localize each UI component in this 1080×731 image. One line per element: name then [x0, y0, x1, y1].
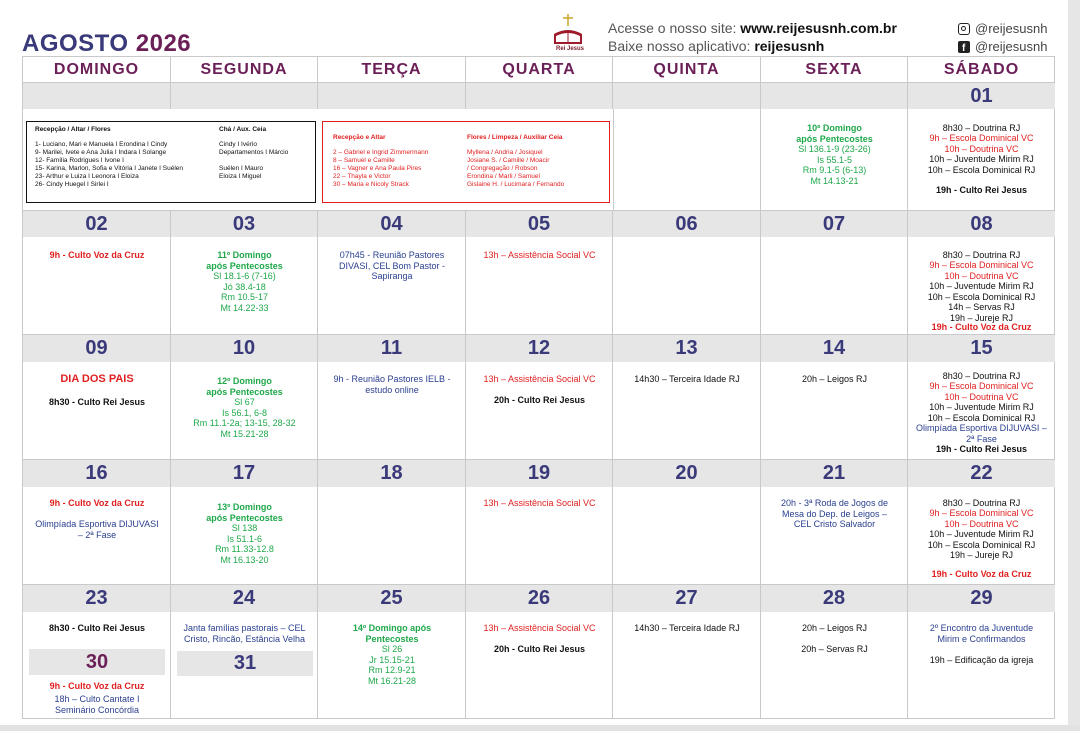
event: 13h – Assistência Social VC: [483, 250, 596, 260]
event: Janta famílias pastorais – CEL Cristo, Rincão, Estância Velha: [183, 623, 306, 644]
event: 20h – Leigos RJ: [801, 623, 868, 633]
event: 20h - 3ª Roda de Jogos de Mesa do Dep. de Leigos – CEL Cristo Salvador: [781, 498, 888, 529]
event: 9h - Culto Voz da Cruz: [49, 498, 145, 508]
instagram-icon: [958, 23, 970, 35]
weekday-quarta: QUARTA: [466, 57, 613, 83]
page-title: [22, 30, 191, 58]
event: 8h30 – Doutrina RJ: [942, 371, 1021, 381]
weekday-quinta: QUINTA: [613, 57, 761, 83]
day-number: 06: [613, 211, 761, 237]
event: 19h - Culto Voz da Cruz: [931, 322, 1032, 332]
box-list: 1- Luciano, Mari e Manuela I Erondina I Cindy 9- Marilei, Ivete e Ana Julia I Indara I Solange 12- Família Rodrigues I Ivone I 15- Karina, Marlon, Sofia e Vitória I Janete I Suélen 23- Arthur e Luiza I Leonora I Eloiza 26- Cindy Huegel I Sirlei I: [35, 141, 184, 188]
volunteer-box-red: [322, 121, 610, 203]
event: Olimpíada Esportiva DIJUVASI – 2ª Fase: [35, 519, 159, 540]
site-info: [608, 19, 897, 55]
day-number: 22: [908, 460, 1055, 487]
day-header-empty: [613, 83, 761, 109]
day-number: 20: [613, 460, 761, 487]
app-label: Baixe nosso aplicativo:: [608, 38, 755, 54]
day-number: 03: [171, 211, 318, 237]
event: 14h30 – Terceira Idade RJ: [634, 374, 740, 384]
day-number: 19: [466, 460, 613, 487]
day-number: 07: [761, 211, 908, 237]
day-number: 08: [908, 211, 1055, 237]
box-heading: Flores / Limpeza / Auxiliar Ceia: [467, 134, 563, 141]
day-number: 21: [761, 460, 908, 487]
day-number: 27: [613, 585, 761, 612]
cell-divider: [613, 109, 761, 211]
day-number: 16: [23, 460, 171, 487]
day-number: 25: [318, 585, 466, 612]
site-label: Acesse o nosso site:: [608, 20, 741, 36]
event: 8h30 – Doutrina RJ: [942, 498, 1021, 508]
event: 9h – Escola Dominical VC 10h – Doutrina VC: [929, 133, 1034, 154]
app-name: reijesusnh: [754, 38, 825, 54]
event: Olimpíada Esportiva DIJUVASI – 2ª Fase: [916, 423, 1047, 444]
event: 19h - Culto Voz da Cruz: [931, 569, 1032, 579]
page-shadow: [1068, 0, 1080, 731]
event: 13h – Assistência Social VC: [483, 623, 596, 633]
weekday-domingo: DOMINGO: [23, 57, 171, 83]
event: 12º Domingo após Pentecostes: [206, 376, 283, 397]
event: 19h – Edificação da igreja: [929, 655, 1034, 665]
event: 9h – Escola Dominical VC 10h – Doutrina VC: [929, 508, 1034, 529]
day-header-empty: [318, 83, 466, 109]
event: Sl 136.1-9 (23-26) Is 55.1-5 Rm 9.1-5 (6-13) Mt 14.13-21: [798, 144, 871, 186]
day-number: 11: [318, 335, 466, 362]
day-number: 04: [318, 211, 466, 237]
day-number: 30: [29, 649, 165, 675]
event: 18h – Culto Cantate I Seminário Concórdia: [54, 694, 140, 715]
day-number: 18: [318, 460, 466, 487]
box-list: Cindy I Ivério Departamentos I Márcio Suélen I Mauro Eloiza I Miguel: [219, 141, 289, 180]
day-number: 26: [466, 585, 613, 612]
weekday-segunda: SEGUNDA: [171, 57, 318, 83]
event: 10º Domingo após Pentecostes: [796, 123, 873, 144]
day-cell: [761, 237, 908, 335]
event: DIA DOS PAIS: [60, 373, 134, 385]
event: 8h30 – Doutrina RJ: [942, 123, 1021, 133]
day-number: 15: [908, 335, 1055, 362]
calendar-grid: [22, 56, 1055, 719]
day-number: 02: [23, 211, 171, 237]
day-number: 13: [613, 335, 761, 362]
event: 20h – Servas RJ: [801, 644, 868, 654]
facebook-handle[interactable]: @reijesusnh: [975, 39, 1048, 54]
event: 19h - Culto Rei Jesus: [935, 185, 1028, 195]
event: 10h – Juventude Mirim RJ 10h – Escola Dominical RJ 19h – Jureje RJ: [927, 529, 1036, 560]
event: 20h - Culto Rei Jesus: [493, 644, 586, 654]
event: 13h – Assistência Social VC: [483, 374, 596, 384]
event: 20h - Culto Rei Jesus: [493, 395, 586, 405]
day-cell: [318, 487, 466, 585]
event: 10h – Juventude Mirim RJ 10h – Escola Dominical RJ: [927, 402, 1036, 423]
facebook-icon: [958, 41, 970, 53]
event: 20h – Leigos RJ: [801, 374, 868, 384]
event: 11º Domingo após Pentecostes: [206, 250, 283, 271]
event: 14h30 – Terceira Idade RJ: [634, 623, 740, 633]
day-header-empty: [171, 83, 318, 109]
event: 13h – Assistência Social VC: [483, 498, 596, 508]
event: 8h30 - Culto Rei Jesus: [48, 397, 146, 407]
day-number: 01: [908, 83, 1055, 109]
event: 9h – Escola Dominical VC 10h – Doutrina VC: [929, 260, 1034, 281]
page-shadow: [0, 725, 1080, 731]
day-number: 12: [466, 335, 613, 362]
day-number: 24: [171, 585, 318, 612]
event: 8h30 - Culto Rei Jesus: [48, 623, 146, 633]
day-number: 10: [171, 335, 318, 362]
weekday-terca: TERÇA: [318, 57, 466, 83]
day-number: 14: [761, 335, 908, 362]
day-cell: [613, 237, 761, 335]
day-header-empty: [761, 83, 908, 109]
day-number: 23: [23, 585, 171, 612]
day-header-empty: [466, 83, 613, 109]
day-number: 28: [761, 585, 908, 612]
instagram-handle[interactable]: @reijesusnh: [975, 21, 1048, 36]
event: Sl 26 Jr 15.15-21 Rm 12.9-21 Mt 16.21-28: [367, 644, 417, 686]
day-number: 31: [177, 651, 313, 676]
event: 9h - Culto Voz da Cruz: [49, 681, 145, 691]
day-header-empty: [23, 83, 171, 109]
box-heading: Recepção / Altar / Flores: [35, 126, 111, 133]
box-list: 2 – Gabriel e Ingrid Zimmermann 8 – Samuel e Camille 16 – Vagner e Ana Paula Pires 22 – Thayla e Victor 30 – Maria e Nicoly Strack: [333, 149, 429, 188]
event: Sl 18.1-6 (7-16) Jó 38.4-18 Rm 10.5-17 Mt 14.22-33: [213, 271, 276, 313]
event: 9h - Reunião Pastores IELB - estudo online: [333, 374, 451, 395]
weekday-sabado: SÁBADO: [908, 57, 1055, 83]
event: Sl 67 Is 56.1, 6-8 Rm 11.1-2a; 13-15, 28-32 Mt 15.21-28: [193, 397, 296, 439]
logo-text: Rei Jesus: [555, 46, 585, 52]
event: Sl 138 Is 51.1-6 Rm 11.33-12.8 Mt 16.13-20: [215, 523, 274, 565]
month-label: AGOSTO: [22, 30, 129, 57]
event: 8h30 – Doutrina RJ: [942, 250, 1021, 260]
box-list: Myllena / Andria / Josiquel Josiane S. / Camille / Moacir / Congregação / Robson Erondina / Marli / Samuel Gislaine H. / Lucimara / Fernando: [467, 149, 565, 188]
year-label: 2026: [135, 30, 192, 57]
event: 10h – Juventude Mirim RJ 10h – Escola Dominical RJ: [927, 154, 1036, 175]
day-number: 29: [908, 585, 1055, 612]
day-cell: [613, 487, 761, 585]
site-url[interactable]: www.reijesusnh.com.br: [740, 20, 897, 36]
weekday-sexta: SEXTA: [761, 57, 908, 83]
event: 07h45 - Reunião Pastores DIVASI, CEL Bom Pastor - Sapiranga: [338, 250, 446, 281]
event: 14º Domingo após Pentecostes: [352, 623, 432, 644]
event: 2º Encontro da Juventude Mirim e Confirmandos: [929, 623, 1034, 644]
day-number: 05: [466, 211, 613, 237]
event: 10h – Juventude Mirim RJ 10h – Escola Dominical RJ 14h – Servas RJ 19h – Jureje RJ: [927, 281, 1036, 323]
day-number: 09: [23, 335, 171, 362]
volunteer-box-black: [26, 121, 316, 203]
social-links: [958, 20, 1047, 56]
box-heading: Recepção e Altar: [333, 134, 386, 141]
day-number: 17: [171, 460, 318, 487]
event: 13º Domingo após Pentecostes: [206, 502, 283, 523]
event: 9h - Culto Voz da Cruz: [49, 250, 145, 260]
event: 9h – Escola Dominical VC 10h – Doutrina VC: [929, 381, 1034, 402]
box-heading: Chá / Aux. Ceia: [219, 126, 267, 133]
event: 19h - Culto Rei Jesus: [935, 444, 1028, 454]
